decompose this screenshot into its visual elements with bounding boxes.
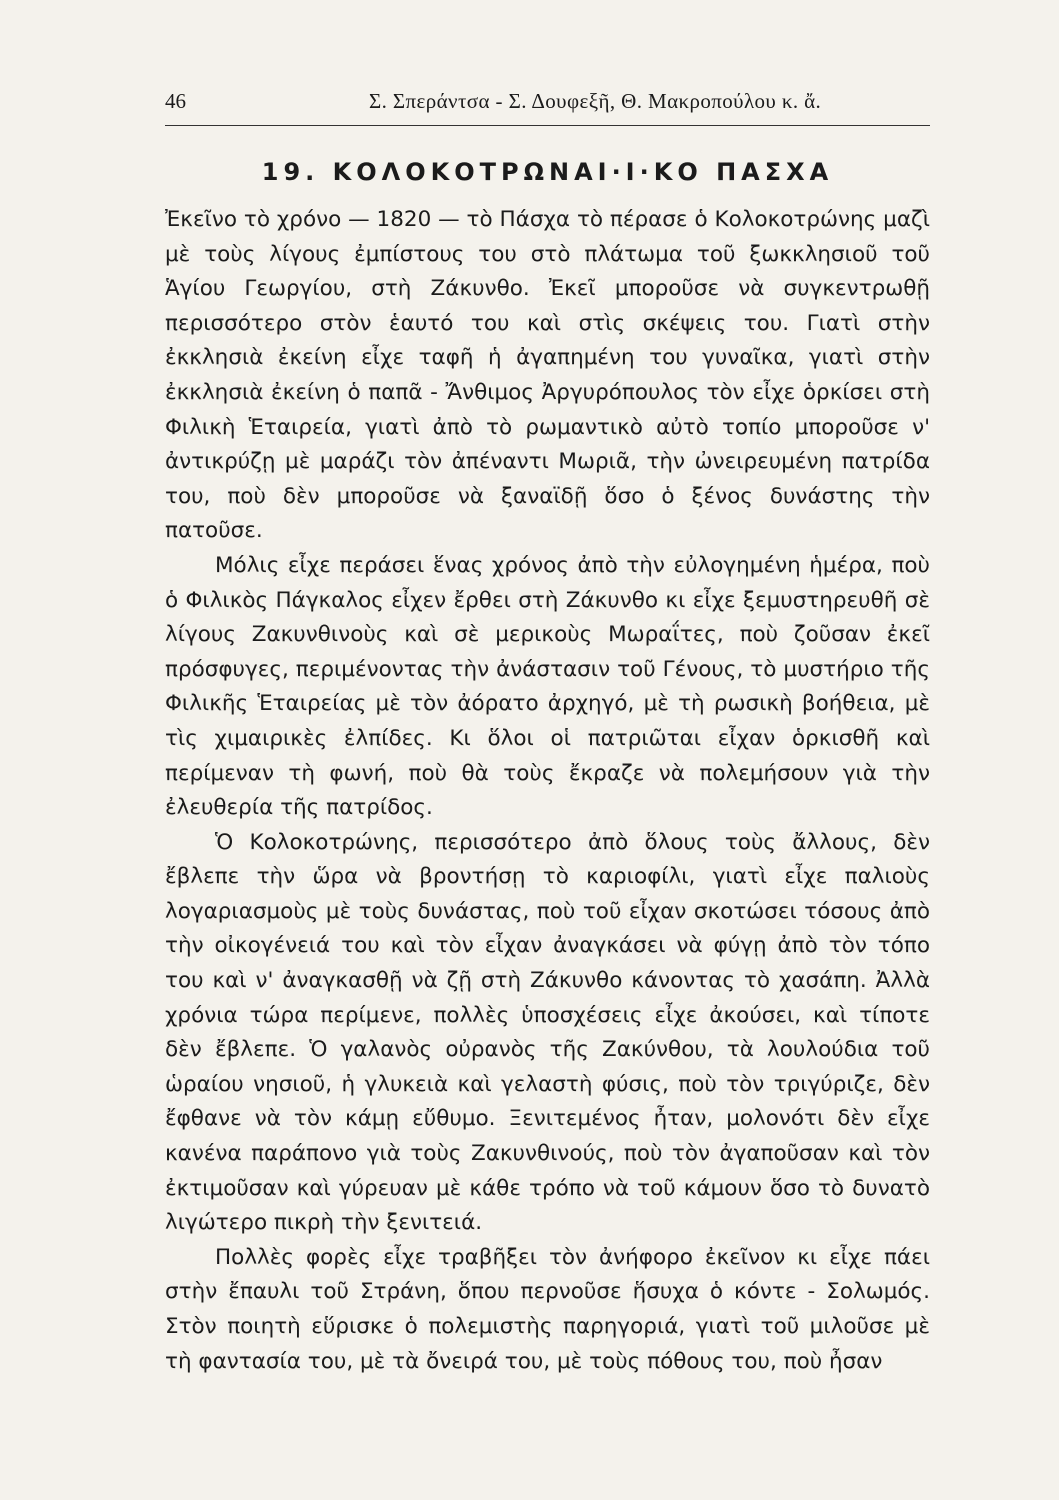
paragraph-1: Ἐκεῖνο τὸ χρόνο — 1820 — τὸ Πάσχα τὸ πέρασε ὁ Κολοκοτρώνης μαζὶ μὲ τοὺς λίγους ἐμπίστους του στὸ πλάτωμα τοῦ ξωκκλησιοῦ τοῦ Ἁγίου Γεωργίου, στὴ Ζάκυνθο. Ἐκεῖ μποροῦσε νὰ συγκεντρωθῇ περισσότερο στὸν ἑαυτό του καὶ στὶς σκέψεις του. Γιατὶ στὴν ἐκκλησιὰ ἐκείνη εἶχε ταφῆ ἡ ἀγαπημένη του γυναῖκα, γιατὶ στὴν ἐκκλησιὰ ἐκείνη ὁ παπᾶ - Ἄνθιμος Ἀργυρόπουλος τὸν εἶχε ὁρκίσει στὴ Φιλικὴ Ἑταιρεία, γιατὶ ἀπὸ τὸ ρωμαντικὸ αὐτὸ τοπίο μποροῦσε ν' ἀντικρύζῃ μὲ μαράζι τὸν ἀπέναντι Μωριᾶ, τὴν ὠνειρευμένη πατρίδα του, ποὺ δὲν μποροῦσε νὰ ξαναϊδῇ ὅσο ὁ ξένος δυνάστης τὴν πατοῦσε. (165, 207, 930, 544)
page-number: 46 (165, 89, 186, 113)
paragraph-2: Μόλις εἶχε περάσει ἕνας χρόνος ἀπὸ τὴν εὐλογημένη ἡμέρα, ποὺ ὁ Φιλικὸς Πάγκαλος εἶχεν ἔρθει στὴ Ζάκυνθο κι εἶχε ξεμυστηρευθῆ σὲ λίγους Ζακυνθινοὺς καὶ σὲ μερικοὺς Μωραΐτες, ποὺ ζοῦσαν ἐκεῖ πρόσφυγες, περιμένοντας τὴν ἀνάστασιν τοῦ Γένους, τὸ μυστήριο τῆς Φιλικῆς Ἑταιρείας μὲ τὸν ἀόρατο ἀρχηγό, μὲ τὴ ρωσικὴ βοήθεια, μὲ τὶς χιμαιρικὲς ἐλπίδες. Κι ὅλοι οἱ πατριῶται εἶχαν ὁρκισθῆ καὶ περίμεναν τὴ φωνή, ποὺ θὰ τοὺς ἔκραζε νὰ πολεμήσουν γιὰ τὴν ἐλευθερία τῆς πατρίδος. (165, 552, 930, 821)
paragraph-3: Ὁ Κολοκοτρώνης, περισσότερο ἀπὸ ὅλους τοὺς ἄλλους, δὲν ἔβλεπε τὴν ὥρα νὰ βροντήσῃ τὸ καριοφίλι, γιατὶ εἶχε παλιοὺς λογαριασμοὺς μὲ τοὺς δυνάστας, ποὺ τοῦ εἶχαν σκοτώσει τόσους ἀπὸ τὴν οἰκογένειά του καὶ τὸν εἶχαν ἀναγκάσει νὰ φύγῃ ἀπὸ τὸν τόπο του καὶ ν' ἀναγκασθῇ νὰ ζῇ στὴ Ζάκυνθο κάνοντας τὸ χασάπη. Ἀλλὰ χρόνια τώρα περίμενε, πολλὲς ὑποσχέσεις εἶχε ἀκούσει, καὶ τίποτε δὲν ἔβλεπε. Ὁ γαλανὸς οὐρανὸς τῆς Ζακύνθου, τὰ λουλούδια τοῦ ὡραίου νησιοῦ, ἡ γλυκειὰ καὶ γελαστὴ φύσις, ποὺ τὸν τριγύριζε, δὲν ἔφθανε νὰ τὸν κάμῃ εὔθυμο. Ξενιτεμένος ἦταν, μολονότι δὲν εἶχε κανένα παράπονο γιὰ τοὺς Ζακυνθινούς, ποὺ τὸν ἀγαποῦσαν καὶ τὸν ἐκτιμοῦσαν καὶ γύρευαν μὲ κάθε τρόπο νὰ τοῦ κάμουν ὅσο τὸ δυνατὸ λιγώτερο πικρὴ τὴν ξενιτειά. (165, 829, 930, 1236)
running-head-authors: Σ. Σπεράντσα - Σ. Δουφεξῆ, Θ. Μακροπούλου κ. ἄ. (369, 89, 822, 113)
running-head (165, 85, 930, 126)
body-text (165, 203, 930, 1379)
paragraph-4: Πολλὲς φορὲς εἶχε τραβῆξει τὸν ἀνήφορο ἐκεῖνον κι εἶχε πάει στὴν ἔπαυλι τοῦ Στράνη, ὅπου περνοῦσε ἥσυχα ὁ κόντε - Σολωμός. Στὸν ποιητὴ εὕρισκε ὁ πολεμιστὴς παρηγοριά, γιατὶ τοῦ μιλοῦσε μὲ τὴ φαντασία του, μὲ τὰ ὄνειρά του, μὲ τοὺς πόθους του, ποὺ ἦσαν (165, 1244, 930, 1374)
chapter-title: 19. ΚΟΛΟΚΟΤΡΩΝΑΙ·Ι·ΚΟ ΠΑΣΧΑ (261, 158, 834, 186)
